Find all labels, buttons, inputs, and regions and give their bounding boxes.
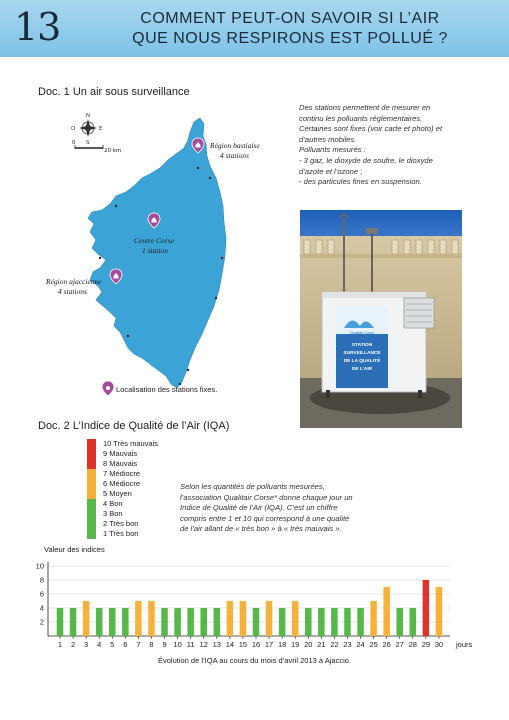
- title-line-1: COMMENT PEUT-ON SAVOIR SI L’AIR: [140, 10, 440, 27]
- chart-bar: [253, 608, 260, 636]
- x-tick-label: 27: [395, 640, 404, 649]
- x-tick-label: 22: [330, 640, 339, 649]
- y-tick-label: 2: [39, 617, 44, 627]
- iqa-scale-label: 9 Mauvais: [103, 449, 138, 458]
- chart-bar: [266, 601, 273, 636]
- iqa-scale-row: [87, 499, 167, 509]
- doc1-text-line: Des stations permettent de mesurer en: [299, 103, 431, 112]
- x-tick-label: 13: [212, 640, 221, 649]
- y-tick-label: 8: [39, 575, 44, 585]
- chart-bar: [109, 608, 116, 636]
- station-bastia-count: 4 stations: [220, 151, 249, 160]
- chart-bar: [214, 608, 221, 636]
- doc1-description: [299, 103, 477, 188]
- x-tick-label: 30: [434, 640, 444, 649]
- x-tick-label: 19: [291, 640, 300, 649]
- chart-bar: [148, 601, 155, 636]
- doc1-title: Doc. 1 Un air sous surveillance: [38, 86, 190, 98]
- station-photo: [300, 210, 462, 428]
- x-tick-label: 8: [149, 640, 154, 649]
- iqa-color-swatch: [87, 489, 96, 499]
- chart-bar: [423, 580, 430, 636]
- doc2-text-line: Indice de Qualité de l’Air (IQA). C’est un chiffre: [180, 503, 338, 513]
- doc1-text-line: d’autres mobiles.: [299, 134, 357, 144]
- iqa-color-swatch: [87, 499, 96, 509]
- chart-bar: [410, 608, 417, 636]
- station-bastia-name: Région bastiaise: [210, 141, 260, 150]
- x-tick-label: 14: [225, 640, 235, 649]
- chart-bar: [227, 601, 234, 636]
- y-tick-label: 10: [35, 561, 44, 571]
- page-header: [0, 0, 509, 57]
- chart-bar: [174, 608, 181, 636]
- x-tick-label: 2: [70, 640, 76, 649]
- iqa-color-swatch: [87, 519, 96, 529]
- chart-bar: [122, 608, 129, 636]
- doc1-text-line: - 3 gaz, le dioxyde de soufre, le dioxyde: [299, 155, 433, 165]
- station-centre-count: 1 station: [142, 246, 169, 255]
- doc1-text-line: Polluants mesurés :: [299, 145, 366, 155]
- chart-bar: [344, 608, 351, 636]
- iqa-bar-chart: [30, 556, 490, 656]
- scale-zero: 0: [72, 140, 76, 146]
- compass-icon: [71, 113, 103, 146]
- iqa-color-swatch: [87, 469, 96, 479]
- compass-east: E: [99, 126, 103, 132]
- map-legend: Localisation des stations fixes.: [116, 385, 218, 394]
- iqa-scale-label: 2 Très bon: [103, 519, 139, 528]
- legend-marker-icon: [102, 381, 114, 396]
- iqa-color-swatch: [87, 459, 96, 469]
- x-tick-label: 21: [317, 640, 326, 649]
- x-axis-label: jours: [456, 640, 473, 649]
- chart-bar: [279, 608, 286, 636]
- x-tick-label: 3: [84, 640, 89, 649]
- chart-bar: [83, 601, 90, 636]
- iqa-scale-label: 7 Médiocre: [103, 469, 141, 478]
- chart-bar: [200, 608, 207, 636]
- station-ajaccio-name: Région ajaccienne: [46, 277, 102, 286]
- x-tick-label: 23: [343, 640, 352, 649]
- chart-bar: [357, 608, 364, 636]
- chart-bar: [240, 601, 247, 636]
- chart-bar: [436, 587, 443, 636]
- iqa-scale-row: [87, 439, 167, 449]
- doc1-text-line: Certaines sont fixes (voir carte et photo) et: [299, 124, 443, 134]
- doc1-text-line: d’azote et l’ozone ;: [299, 166, 363, 176]
- y-tick-label: 6: [39, 589, 44, 599]
- iqa-scale-row: [87, 469, 167, 479]
- chart-bar: [305, 608, 312, 636]
- iqa-scale-row: [87, 449, 167, 459]
- iqa-scale-row: [87, 509, 167, 519]
- x-tick-label: 24: [356, 640, 365, 649]
- x-tick-label: 10: [173, 640, 182, 649]
- chart-bar: [370, 601, 377, 636]
- x-tick-label: 6: [123, 640, 128, 649]
- x-tick-label: 11: [186, 640, 195, 649]
- x-tick-label: 1: [57, 640, 63, 649]
- iqa-color-swatch: [87, 479, 96, 489]
- iqa-scale-row: [87, 489, 167, 499]
- iqa-scale-label: 6 Médiocre: [103, 479, 141, 488]
- x-tick-label: 25: [369, 640, 378, 649]
- chart-ylabel: Valeur des indices: [44, 545, 105, 554]
- x-tick-label: 29: [421, 640, 431, 649]
- page-title: [80, 9, 500, 49]
- doc2-text-line: Selon les quantités de polluants mesurées,: [180, 482, 325, 491]
- iqa-color-swatch: [87, 509, 96, 519]
- compass-north: N: [86, 113, 91, 119]
- iqa-scale-row: [87, 529, 167, 539]
- doc2-text-line: l’association Qualitair Corse* donne chaque jour un: [180, 492, 353, 502]
- x-tick-label: 20: [304, 640, 313, 649]
- chart-bar: [396, 608, 403, 636]
- chart-bar: [135, 601, 142, 636]
- sign-line-1: STATION: [351, 343, 373, 348]
- x-tick-label: 16: [251, 640, 261, 649]
- doc1-text-line: - des particules fines en suspension.: [299, 177, 422, 187]
- compass-south: S: [86, 140, 90, 146]
- x-tick-label: 26: [382, 640, 391, 649]
- doc1-text-line: continu les polluants réglementaires.: [299, 113, 423, 123]
- chart-bar: [57, 608, 64, 636]
- doc2-description: [180, 482, 380, 535]
- iqa-scale-label: 3 Bon: [103, 509, 123, 518]
- iqa-scale-label: 5 Moyen: [103, 489, 132, 498]
- x-tick-label: 7: [136, 640, 141, 649]
- iqa-color-swatch: [87, 439, 96, 449]
- compass-west: O: [71, 126, 76, 132]
- chart-bar: [70, 608, 77, 636]
- chart-bar: [331, 608, 338, 636]
- chart-bar: [292, 601, 299, 636]
- x-tick-label: 18: [277, 640, 287, 649]
- scale-20km: 20 km: [104, 148, 122, 154]
- sign-line-4: DE L’AIR: [351, 367, 373, 372]
- chart-bar: [383, 587, 390, 636]
- iqa-scale-label: 4 Bon: [103, 499, 123, 508]
- sign-brand: Qualitair Corse: [350, 331, 374, 335]
- iqa-scale-label: 10 Très mauvais: [103, 439, 159, 448]
- x-tick-label: 4: [97, 640, 102, 649]
- sign-line-3: DE LA QUALITÉ: [343, 359, 381, 364]
- chapter-number: 13: [14, 5, 61, 49]
- chart-bar: [318, 608, 325, 636]
- corsica-map: [30, 108, 280, 398]
- chart-bar: [161, 608, 168, 636]
- doc2-text-line: de l’air allant de « très bon » à « très mauvais ».: [180, 524, 342, 534]
- station-ajaccio-count: 4 stations: [58, 287, 87, 296]
- iqa-scale-row: [87, 459, 167, 469]
- iqa-scale-label: 8 Mauvais: [103, 459, 138, 468]
- x-tick-label: 28: [408, 640, 417, 649]
- x-tick-label: 5: [110, 640, 115, 649]
- x-tick-label: 9: [162, 640, 167, 649]
- x-tick-label: 15: [238, 640, 248, 649]
- sign-line-2: SURVEILLANCE: [343, 351, 381, 356]
- chart-bar: [187, 608, 194, 636]
- iqa-color-swatch: [87, 529, 96, 539]
- y-tick-label: 4: [39, 603, 44, 613]
- chart-bar: [96, 608, 103, 636]
- x-tick-label: 12: [199, 640, 208, 649]
- x-tick-label: 17: [264, 640, 274, 649]
- doc2-text-line: compris entre 1 et 10 qui correspond à une qualité: [180, 513, 350, 523]
- chart-caption: Évolution de l’IQA au cours du mois d’avril 2013 à Ajaccio.: [157, 656, 352, 665]
- iqa-color-swatch: [87, 449, 96, 459]
- iqa-scale-label: 1 Très bon: [103, 529, 139, 538]
- scale-bar: [72, 140, 121, 154]
- station-centre-name: Centre Corse: [134, 236, 174, 245]
- title-line-2: QUE NOUS RESPIRONS EST POLLUÉ ?: [132, 30, 448, 47]
- iqa-scale-row: [87, 479, 167, 489]
- doc2-title: Doc. 2 L’Indice de Qualité de l’Air (IQA): [38, 420, 230, 432]
- iqa-scale-row: [87, 519, 167, 529]
